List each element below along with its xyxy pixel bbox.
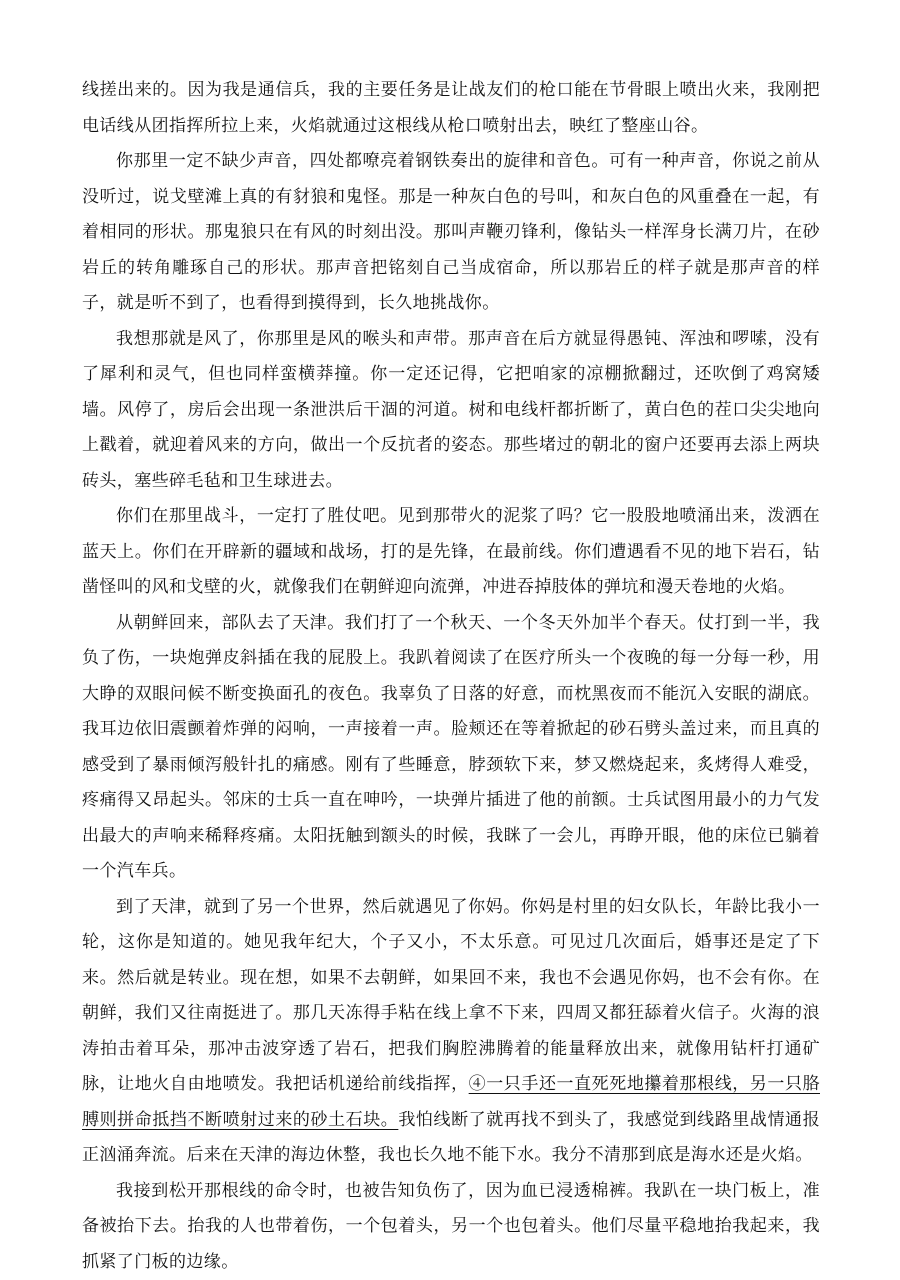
paragraph-3: 我想那就是风了，你那里是风的喉头和声带。那声音在后方就显得愚钝、浑浊和啰嗦，没有了犀利和灵气，但也同样蛮横莽撞。你一定还记得，它把咱家的凉棚掀翻过，还吹倒了鸡窝矮墙。风停了，房后会出现一条泄洪后干涸的河道。树和电线杆都折断了，黄白色的茬口尖尖地向上戳着，就迎着风来的方向，做出一个反抗者的姿态。那些堵过的朝北的窗户还要再去添上两块砖头，塞些碎毛毡和卫生球进去。 bbox=[82, 322, 820, 500]
paragraph-1: 线搓出来的。因为我是通信兵，我的主要任务是让战友们的枪口能在节骨眼上喷出火来，我刚把电话线从团指挥所拉上来，火焰就通过这根线从枪口喷射出去，映红了整座山谷。 bbox=[82, 73, 820, 144]
paragraph-6 bbox=[82, 890, 820, 1174]
paragraph-6-tail: 我怕线断了就再找不到头了，我感觉到线路里战情通报正汹涌奔流。后来在天津的海边休整，我也长久地不能下水。我分不清那到底是海水还是火焰。 bbox=[82, 1110, 820, 1166]
underlined-sentence-4: ④一只手还一直死死地攥着那根线，另一只胳膊则拼命抵挡不断喷射过来的砂土石块。 bbox=[82, 1074, 820, 1130]
paragraph-2: 你那里一定不缺少声音，四处都嘹亮着钢铁奏出的旋律和音色。可有一种声音，你说之前从没听过，说戈壁滩上真的有豺狼和鬼怪。那是一种灰白色的号叫，和灰白色的风重叠在一起，有着相同的形状。那鬼狼只在有风的时刻出没。那叫声鞭刃锋利，像钻头一样浑身长满刀片，在砂岩丘的转角雕琢自己的形状。那声音把铭刻自己当成宿命，所以那岩丘的样子就是那声音的样子，就是听不到了，也看得到摸得到，长久地挑战你。 bbox=[82, 144, 820, 322]
paragraph-7: 我接到松开那根线的命令时，也被告知负伤了，因为血已浸透棉裤。我趴在一块门板上，准备被抬下去。抬我的人也带着伤，一个包着头，另一个也包着头。他们尽量平稳地抬我起来，我抓紧了门板的边缘。 bbox=[82, 1174, 820, 1280]
paragraph-6-lead: 到了天津，就到了另一个世界，然后就遇见了你妈。你妈是村里的妇女队长，年龄比我小一轮，这你是知道的。她见我年纪大，个子又小，不太乐意。可见过几次面后，婚事还是定了下来。然后就是转业。现在想，如果不去朝鲜，如果回不来，我也不会遇见你妈，也不会有你。在朝鲜，我们又往南挺进了。那几天冻得手粘在线上拿不下来，四周又都狂舔着火信子。火海的浪涛拍击着耳朵，那冲击波穿透了岩石，把我们胸腔沸腾着的能量释放出来，就像用钻杆打通矿脉，让地火自由地喷发。我把话机递给前线指挥， bbox=[82, 897, 820, 1095]
paragraph-4: 你们在那里战斗，一定打了胜仗吧。见到那带火的泥浆了吗？它一股股地喷涌出来，泼洒在蓝天上。你们在开辟新的疆域和战场，打的是先锋，在最前线。你们遭遇看不见的地下岩石，钻凿怪叫的风和戈壁的火，就像我们在朝鲜迎向流弹，冲进吞掉肢体的弹坑和漫天卷地的火焰。 bbox=[82, 499, 820, 606]
body-text bbox=[82, 73, 820, 1280]
paragraph-5: 从朝鲜回来，部队去了天津。我们打了一个秋天、一个冬天外加半个春天。仗打到一半，我负了伤，一块炮弹皮斜插在我的屁股上。我趴着阅读了在医疗所头一个夜晚的每一分每一秒，用大睁的双眼问候不断变换面孔的夜色。我辜负了日落的好意，而枕黑夜而不能沉入安眠的湖底。我耳边依旧震颤着炸弹的闷响，一声接着一声。脸颊还在等着掀起的砂石劈头盖过来，而且真的感受到了暴雨倾泻般针扎的痛感。刚有了些睡意，脖颈软下来，梦又燃烧起来，炙烤得人难受，疼痛得又昂起头。邻床的士兵一直在呻吟，一块弹片插进了他的前额。士兵试图用最小的力气发出最大的声响来稀释疼痛。太阳抚触到额头的时候，我眯了一会儿，再睁开眼，他的床位已躺着一个汽车兵。 bbox=[82, 606, 820, 890]
